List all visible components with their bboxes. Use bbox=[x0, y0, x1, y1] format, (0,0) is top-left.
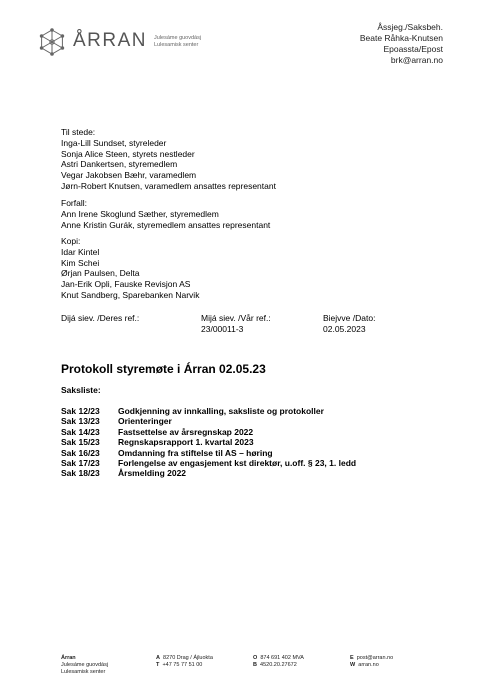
absent-block bbox=[61, 198, 270, 230]
footer-address: 8270 Drag / Ájluokta bbox=[163, 655, 213, 661]
agenda-item bbox=[61, 416, 356, 426]
date-ref bbox=[323, 313, 375, 335]
footer-org-line: Lulesamisk senter bbox=[61, 669, 106, 675]
attendee: Jørn-Robert Knutsen, varamedlem ansattes representant bbox=[61, 180, 276, 191]
agenda-text: Fastsettelse av årsregnskap 2022 bbox=[118, 426, 254, 437]
attendee: Inga-Lill Sundset, styreleder bbox=[61, 137, 167, 148]
copy-heading: Kopi: bbox=[61, 236, 81, 246]
footer-website: arran.no bbox=[358, 662, 379, 668]
logo-sub-line: Lulesamisk senter bbox=[154, 42, 199, 48]
agenda-number: Sak 14/23 bbox=[61, 426, 100, 437]
agenda-text: Årsmelding 2022 bbox=[118, 468, 187, 479]
agenda-text: Forlengelse av engasjement kst direktør, u.off. § 23, 1. ledd bbox=[118, 458, 357, 469]
agenda-text: Orienteringer bbox=[118, 416, 172, 427]
copy-block bbox=[61, 236, 199, 301]
agenda-number: Sak 17/23 bbox=[61, 458, 100, 469]
attendees-heading: Til stede: bbox=[61, 127, 96, 137]
copy-recipient: Jan-Erik Opli, Fauske Revisjon AS bbox=[61, 279, 191, 290]
logo-name: ÅRRAN bbox=[73, 30, 148, 51]
arran-emblem-icon bbox=[37, 27, 67, 57]
agenda-item bbox=[61, 468, 356, 478]
logo-subtitle bbox=[154, 35, 201, 49]
sender-line: Beate Råhka-Knutsen bbox=[359, 33, 443, 43]
footer-web-label: W bbox=[350, 662, 356, 668]
agenda-item bbox=[61, 427, 356, 437]
footer-orgnr-label: O bbox=[253, 655, 258, 661]
footer-org bbox=[61, 655, 108, 676]
logo bbox=[37, 27, 217, 61]
copy-recipient: Kim Schei bbox=[61, 257, 100, 268]
copy-recipient: Idar Kintel bbox=[61, 246, 100, 257]
footer-phone: +47 75 77 51 00 bbox=[162, 662, 203, 668]
absent-heading: Forfall: bbox=[61, 198, 87, 208]
footer-email-label: E bbox=[350, 655, 354, 661]
footer-bank: 4520.20.27672 bbox=[260, 662, 297, 668]
attendee: Astri Dankertsen, styremedlem bbox=[61, 159, 178, 170]
footer-registry bbox=[253, 655, 304, 669]
agenda-number: Sak 18/23 bbox=[61, 468, 100, 479]
copy-recipient: Ørjan Paulsen, Delta bbox=[61, 268, 140, 279]
our-ref-value: 23/00011-3 bbox=[201, 324, 244, 334]
our-ref-label: Mijá siev. /Vår ref.: bbox=[201, 313, 271, 323]
our-ref bbox=[201, 313, 271, 335]
agenda-list bbox=[61, 406, 356, 479]
footer-email: post@arran.no bbox=[356, 655, 394, 661]
your-ref bbox=[61, 313, 139, 324]
agenda-number: Sak 16/23 bbox=[61, 447, 100, 458]
sender-email: brk@arran.no bbox=[390, 55, 443, 65]
your-ref-label: Dijá siev. /Deres ref.: bbox=[61, 313, 140, 323]
logo-sub-line: Julesáme guovdásj bbox=[154, 35, 202, 41]
attendee: Vegar Jakobsen Bæhr, varamedlem bbox=[61, 170, 197, 181]
agenda-number: Sak 13/23 bbox=[61, 416, 100, 427]
agenda-text: Regnskapsrapport 1. kvartal 2023 bbox=[118, 437, 254, 448]
date-label: Biejvve /Dato: bbox=[323, 313, 376, 323]
footer-bank-label: B bbox=[253, 662, 257, 668]
agenda-item bbox=[61, 448, 356, 458]
sender-line: Epoassta/Epost bbox=[383, 44, 443, 54]
footer-org-name: Árran bbox=[61, 655, 76, 661]
document-title: Protokoll styremøte i Árran 02.05.23 bbox=[61, 362, 266, 376]
agenda-item bbox=[61, 437, 356, 447]
agenda-number: Sak 12/23 bbox=[61, 406, 100, 416]
date-value: 02.05.2023 bbox=[323, 324, 366, 334]
agenda-item bbox=[61, 458, 356, 468]
footer-contact bbox=[156, 655, 213, 669]
footer-phone-label: T bbox=[156, 662, 160, 668]
footer-orgnr: 874 691 402 MVA bbox=[260, 655, 304, 661]
footer-org-line: Julesáme guovdásj bbox=[61, 662, 109, 668]
agenda-item bbox=[61, 406, 356, 416]
absent-member: Anne Kristin Gurák, styremedlem ansattes representant bbox=[61, 219, 271, 230]
attendee: Sonja Alice Steen, styrets nestleder bbox=[61, 148, 195, 159]
sender-line: Åssjeg./Saksbeh. bbox=[377, 22, 443, 32]
copy-recipient: Knut Sandberg, Sparebanken Narvik bbox=[61, 289, 200, 300]
saksliste-label: Saksliste: bbox=[61, 385, 101, 395]
agenda-text: Godkjenning av innkalling, saksliste og protokoller bbox=[118, 406, 324, 416]
footer-address-label: A bbox=[156, 655, 160, 661]
agenda-number: Sak 15/23 bbox=[61, 437, 100, 448]
absent-member: Ann Irene Skoglund Sæther, styremedlem bbox=[61, 208, 219, 219]
attendees-block bbox=[61, 127, 276, 192]
sender-block bbox=[360, 22, 443, 66]
footer-web bbox=[350, 655, 393, 669]
agenda-text: Omdanning fra stiftelse til AS – høring bbox=[118, 447, 273, 458]
